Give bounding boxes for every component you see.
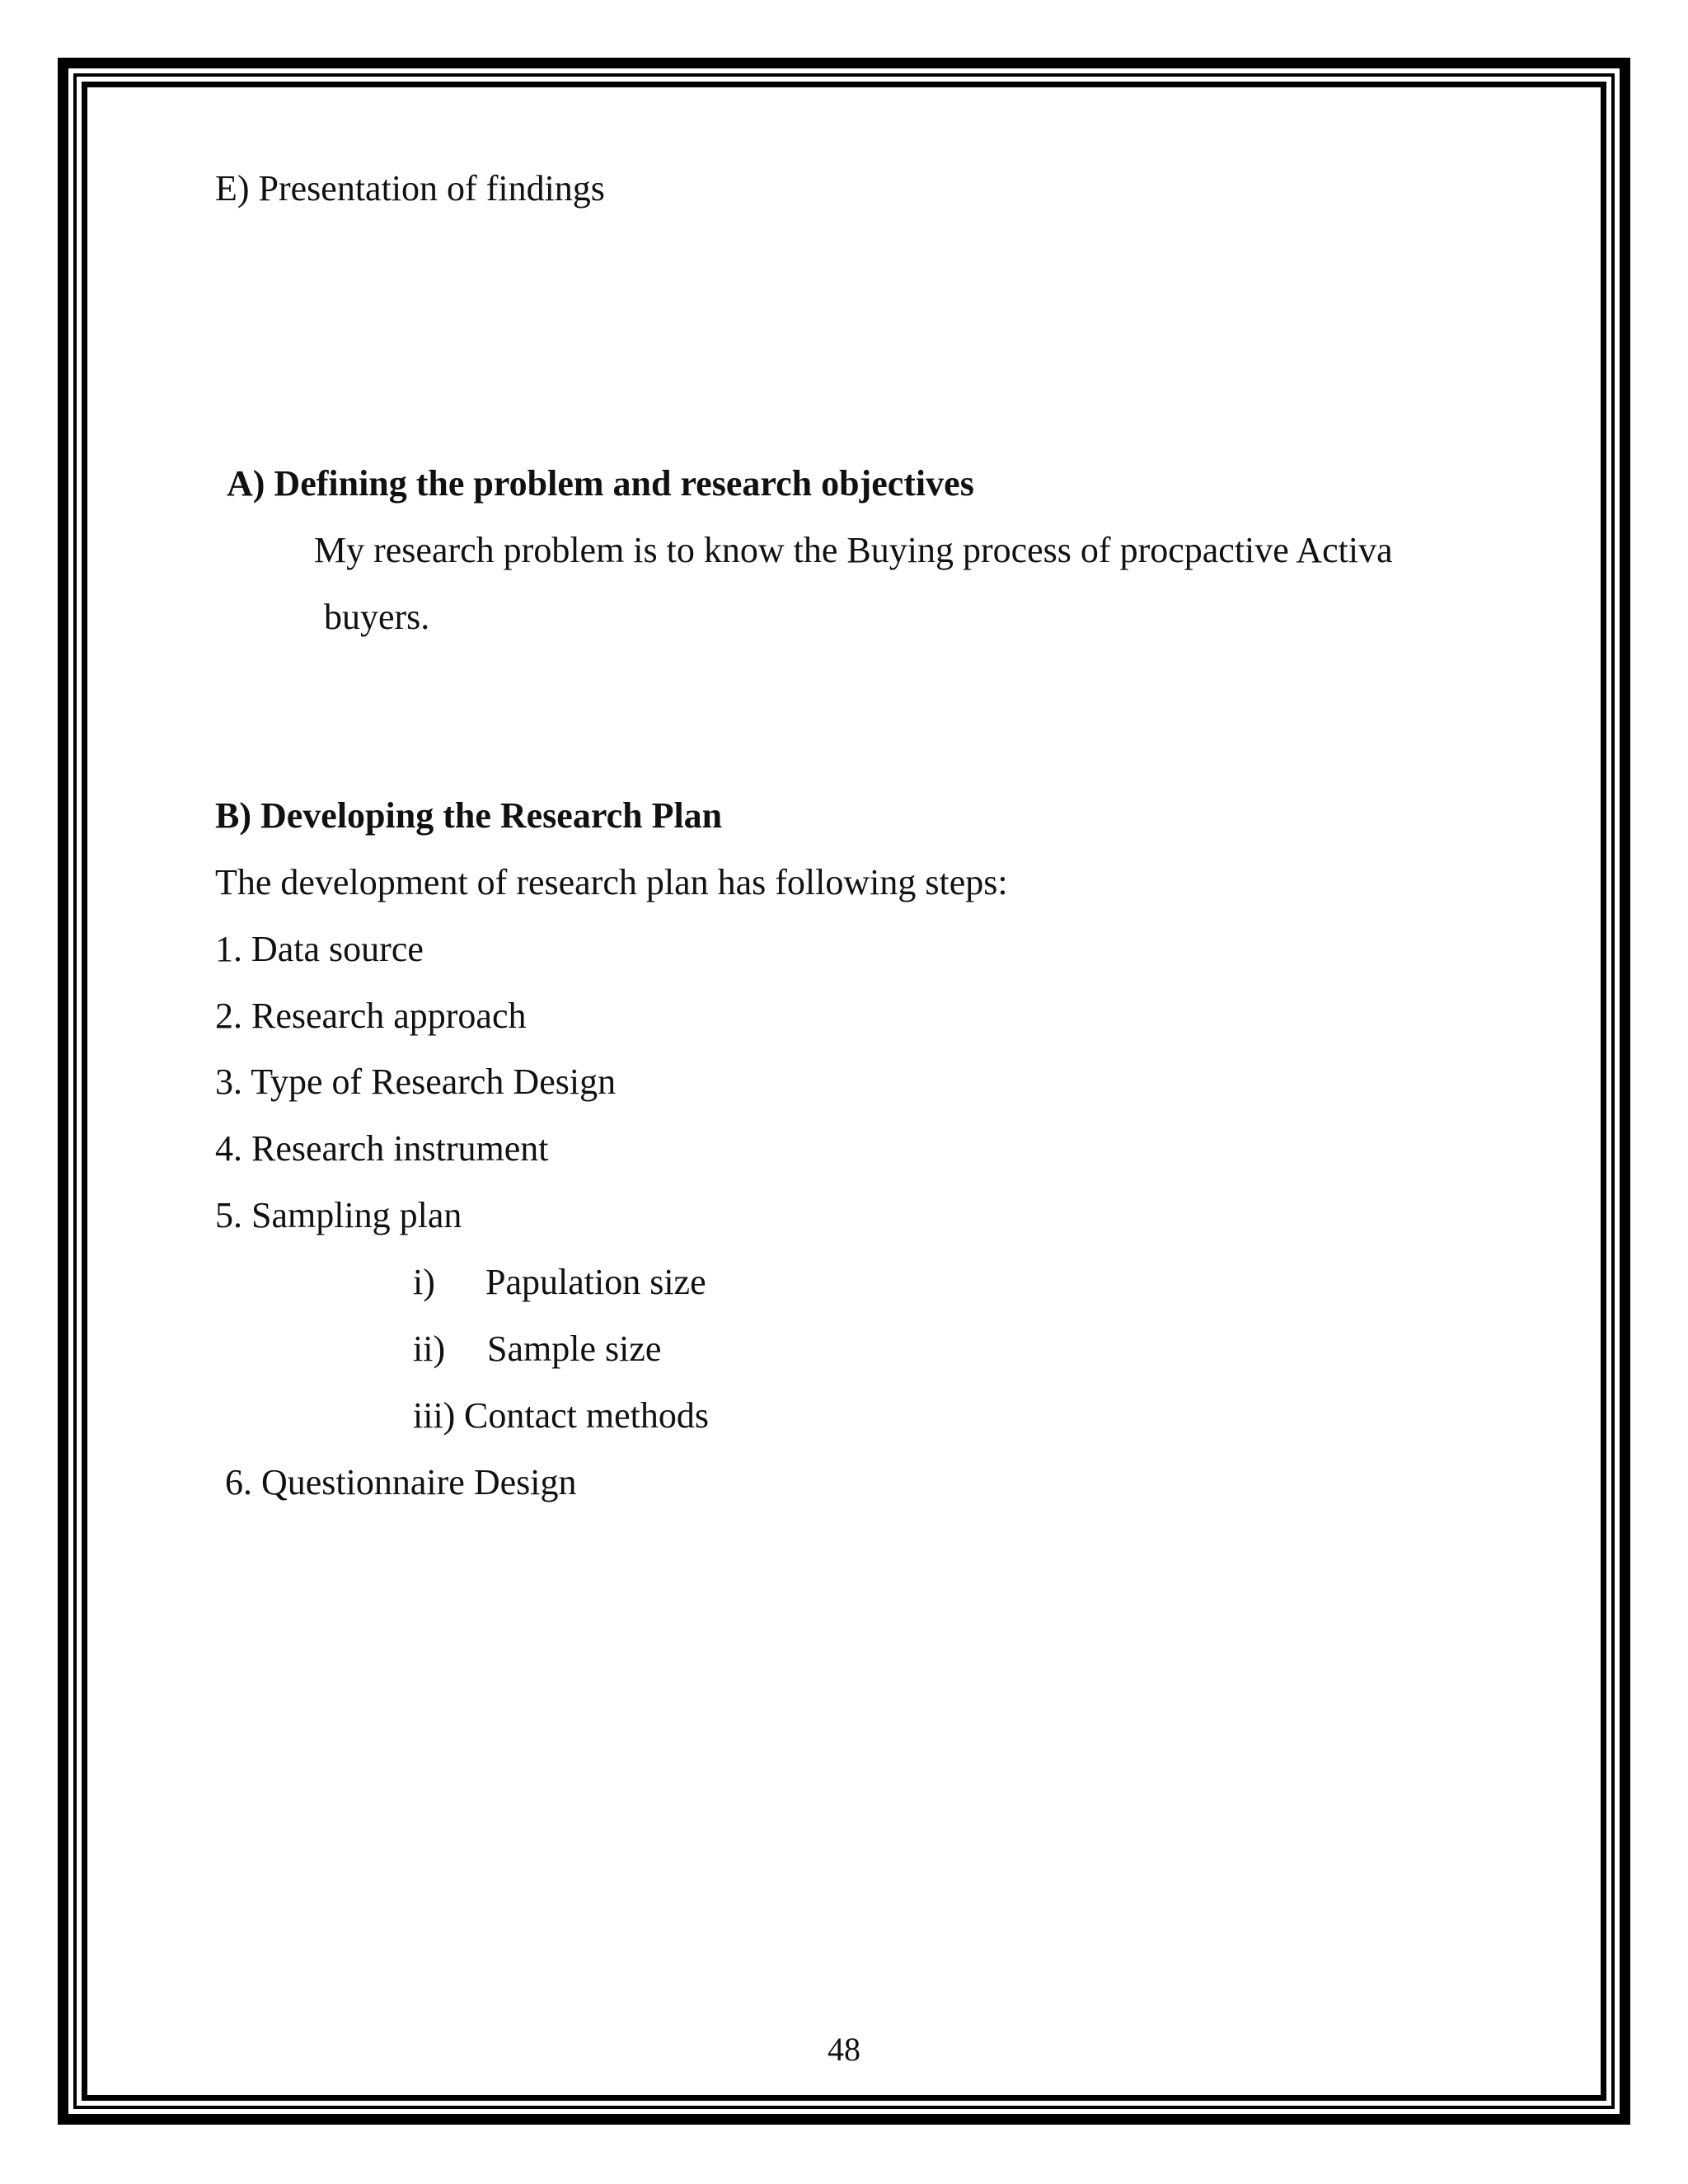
sub-list-label: Contact methods xyxy=(464,1395,709,1436)
sub-list-number: i) xyxy=(413,1262,435,1302)
list-item: 1. Data source xyxy=(215,929,424,969)
section-a-heading: A) Defining the problem and research objectives xyxy=(227,463,974,504)
list-item: 5. Sampling plan xyxy=(215,1195,462,1235)
section-e-heading: E) Presentation of findings xyxy=(215,168,605,209)
sub-list-item xyxy=(413,1395,709,1436)
sub-list-item xyxy=(413,1331,661,1367)
sub-list-label: Sample size xyxy=(487,1329,662,1369)
section-a-paragraph-line-2: buyers. xyxy=(324,597,430,637)
section-a-paragraph-line-1: My research problem is to know the Buying process of procpactive Activa xyxy=(314,530,1393,570)
sub-list-item xyxy=(413,1264,706,1301)
section-b-heading: B) Developing the Research Plan xyxy=(215,795,723,836)
list-item: 4. Research instrument xyxy=(215,1128,549,1169)
sub-list-number: iii) xyxy=(413,1395,456,1436)
list-item: 3. Type of Research Design xyxy=(215,1062,617,1102)
section-b-intro: The development of research plan has following steps: xyxy=(215,862,1008,902)
list-item: 2. Research approach xyxy=(215,996,527,1036)
sub-list-number: ii) xyxy=(413,1329,446,1369)
list-item: 6. Questionnaire Design xyxy=(225,1462,577,1502)
page-number: 48 xyxy=(828,2031,860,2068)
sub-list-label: Papulation size xyxy=(485,1262,706,1302)
